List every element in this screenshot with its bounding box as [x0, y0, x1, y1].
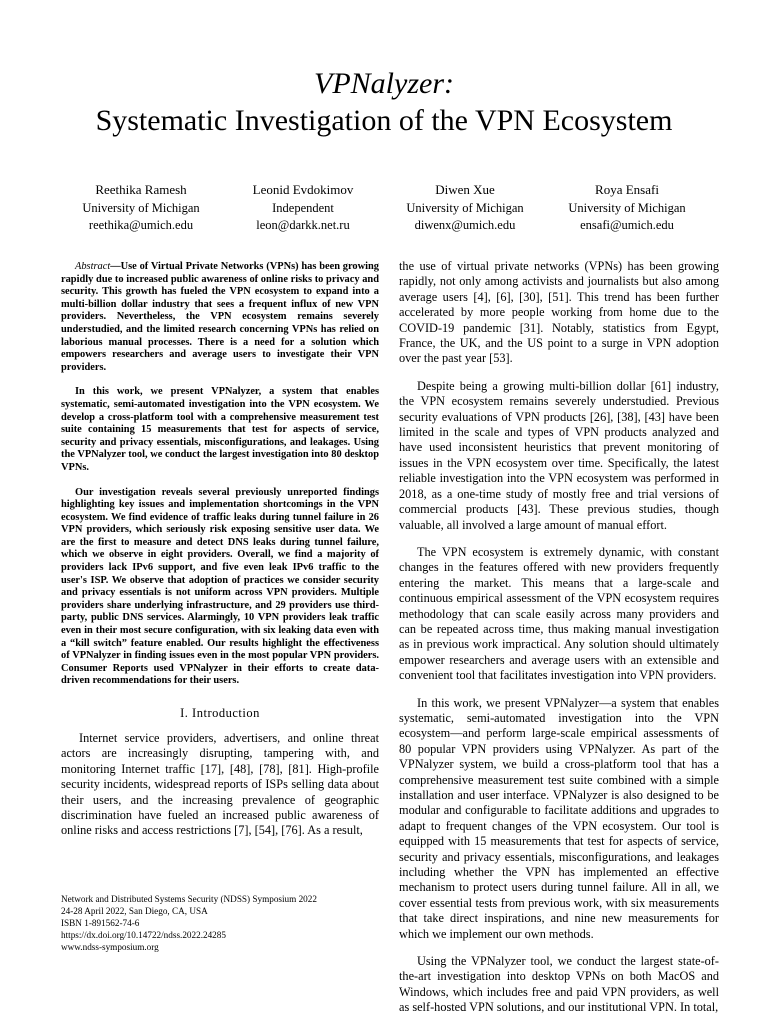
author-email: leon@darkk.net.ru	[256, 218, 350, 232]
author-affiliation: University of Michigan	[406, 201, 524, 215]
abstract-label: Abstract	[75, 261, 111, 272]
intro-paragraph-3: The VPN ecosystem is extremely dynamic, with constant changes in the features offered with new providers frequently entering the market. This means that a large-scale and continuous empirical assessment of the VPN ecosystem requires methodology that can scale easily across many providers and can be repeated across time, thus making manual investigation as in previous work impractical. Any solution should ultimately empower researchers and average users with an extensible and convenient tool that facilitates investigation into VPN providers.	[399, 544, 719, 683]
footer-doi-link[interactable]: https://dx.doi.org/10.14722/ndss.2022.24285	[61, 930, 226, 940]
author-2	[222, 181, 384, 234]
right-column	[399, 259, 719, 1028]
footer-line: Network and Distributed Systems Security (NDSS) Symposium 2022	[61, 894, 317, 904]
author-name: Leonid Evdokimov	[252, 182, 354, 197]
author-affiliation: Independent	[272, 201, 334, 215]
author-affiliation: University of Michigan	[568, 201, 686, 215]
intro-paragraph-continued: the use of virtual private networks (VPNs) has been growing rapidly, not only among activists and journalists but also among average users [4], [6], [30], [51]. This trend has been further accelerated by more people working from home due to the COVID-19 pandemic [31]. Notably, statistics from Egypt, France, the UK, and the US point to a surge in VPN adoption over the past year [53].	[399, 259, 719, 366]
author-email: reethika@umich.edu	[88, 218, 194, 232]
footer-website-link[interactable]: www.ndss-symposium.org	[61, 942, 159, 952]
author-email: diwenx@umich.edu	[414, 218, 516, 232]
footer-line: ISBN 1-891562-74-6	[61, 918, 140, 928]
abstract-paragraph-1	[61, 261, 379, 374]
footer-line: 24-28 April 2022, San Diego, CA, USA	[61, 906, 208, 916]
intro-paragraph-2: Despite being a growing multi-billion dollar [61] industry, the VPN ecosystem remains severely understudied. Previous security evaluations of VPN products [26], [38], [43] have been limited in the scale and types of VPN products analyzed and have used inconsistent heuristics that prevent monitoring of issues in the VPN ecosystem over time. Specifically, the latest reliable investigation into the VPN ecosystem was performed in 2018, as a one-time study of mostly free and trial versions of commercial products [43]. These previous studies, though valuable, all involved a large amount of manual effort.	[399, 378, 719, 532]
author-1	[60, 181, 222, 234]
author-name: Diwen Xue	[435, 182, 495, 197]
section-heading-introduction: I. Introduction	[180, 706, 260, 720]
left-column	[61, 261, 379, 851]
intro-paragraph-5: Using the VPNalyzer tool, we conduct the largest state-of-the-art investigation into desktop VPNs on both MacOS and Windows, which includes free and paid VPN providers, as well as self-hosted VPN solutions, and our institutional VPN. In total,	[399, 954, 719, 1015]
abstract-text-1: —Use of Virtual Private Networks (VPNs) has been growing rapidly due to increased public awareness of online risks to privacy and security. This growth has fueled the VPN ecosystem to expand into a multi-billion dollar industry that sees a frequent influx of new VPN providers. Nevertheless, the VPN ecosystem remains severely understudied, and the limited research concerning VPNs has relied on laborious manual processes. There is a need for a solution which empowers researchers and average users to investigate their VPN providers.	[61, 261, 379, 373]
author-email: ensafi@umich.edu	[580, 218, 674, 232]
author-list	[60, 181, 708, 234]
paper-title-line2: Systematic Investigation of the VPN Ecosystem	[95, 104, 673, 137]
abstract-paragraph-3: Our investigation reveals several previously unreported findings highlighting key issues and implementation shortcomings in the VPN ecosystem. We find evidence of traffic leaks during tunnel failure in 26 VPN providers, which seriously risk exposing sensitive user data. We are the first to measure and detect DNS leaks during tunnel failure, which we observe in eight providers. Overall, we find a majority of providers lack IPv6 support, and five even leak IPv6 traffic to the user's ISP. We observe that adoption of practices we consider security and privacy essentials is not uniform across VPN providers. Multiple providers share underlying infrastructure, and 29 providers use third-party, public DNS services. Alarmingly, 10 VPN providers leak traffic even in their most secure configuration, with six leaking data even with a “kill switch” feature enabled. Our results highlight the effectiveness of VPNalyzer in finding issues even in the most popular VPN providers. Consumer Reports used VPNalyzer in their efforts to create data-driven recommendations for their users.	[61, 486, 379, 687]
author-name: Roya Ensafi	[595, 182, 659, 197]
intro-paragraph-4: In this work, we present VPNalyzer—a system that enables systematic, semi-automated investigation into the VPN ecosystem—and perform large-scale empirical assessments of 80 popular VPN providers using VPNalyzer. As part of the VPNalyzer system, we build a cross-platform tool that has a comprehensive measurement test suite combined with a simple installation and user interface. VPNalyzer is also designed to be modular and configurable to facilitate additions and upgrades to adapt to frequent changes of the VPN ecosystem. Our tool is equipped with 15 measurements that test for aspects of service, security and privacy essentials, misconfigurations, and leakages including whether the VPN has implemented an effective mechanism to protect users during tunnel failure. All in all, we cover essential tests from previous work, with six measurements that take direct inspirations, and nine new measurements for which we implement our own methods.	[399, 695, 719, 941]
abstract-paragraph-2: In this work, we present VPNalyzer, a system that enables systematic, semi-automated investigation into the VPN ecosystem. We develop a cross-platform tool with a comprehensive measurement test suite containing 15 measurements that test for aspects of service, security and privacy essentials, misconfigurations, and leakages. Using the VPNalyzer tool, we conduct the largest investigation into 80 desktop VPNs.	[61, 386, 379, 473]
author-name: Reethika Ramesh	[95, 182, 187, 197]
author-3	[384, 181, 546, 234]
author-4	[546, 181, 708, 234]
paper-title-line1: VPNalyzer:	[314, 67, 454, 100]
intro-paragraph-left: Internet service providers, advertisers, and online threat actors are increasingly disrupting, tampering with, and monitoring Internet traffic [17], [48], [78], [81]. High-profile security incidents, widespread reports of ISPs selling data about their users, and the increasing prevalence of geographic discrimination have fueled an increased public awareness of online risks and access restrictions [7], [54], [76]. As a result,	[61, 731, 379, 838]
conference-footer	[61, 893, 379, 953]
author-affiliation: University of Michigan	[82, 201, 200, 215]
